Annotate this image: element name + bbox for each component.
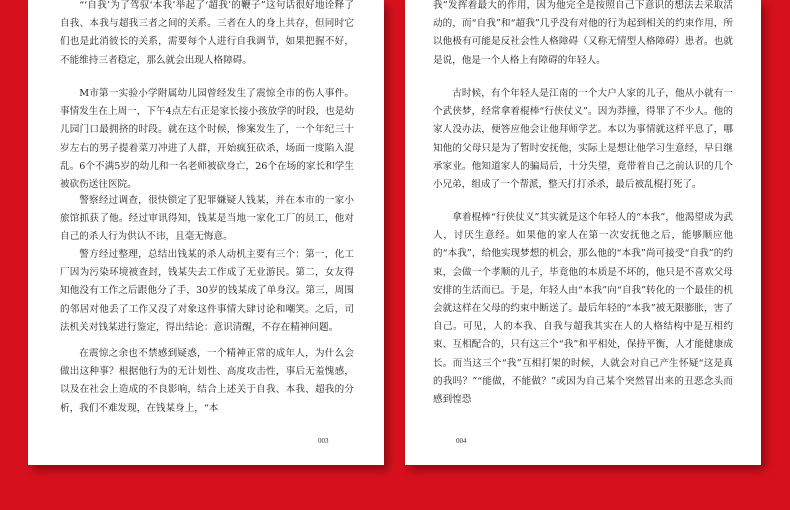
- right-book-page: [405, 0, 761, 465]
- left-paragraph-4: 警方经过整理，总结出钱某的杀人动机主要有三个：第一，化工厂因为污染环境被查封，钱某失去工作成了无业游民。第二，女友得知他没有工作之后跟他分了手，30岁的钱某成了单身汉。第三，周围的邻居对他丢了工作又没了对象这件事情大肆讨论和嘲笑。之后，司法机关对钱某进行鉴定，得出结论：意识清醒，不存在精神问题。: [60, 249, 354, 333]
- page-number: 004: [456, 437, 467, 445]
- left-paragraph-5: 在震惊之余也不禁感到疑惑，一个精神正常的成年人，为什么会做出这种事？根据他行为的无计划性、高度攻击性，事后无羞愧感，以及在社会上造成的不良影响，结合上述关于自我、本我、超我的分析，我们不难发现，在钱某身上，“本: [60, 348, 354, 414]
- left-paragraph-2: M市第一实验小学附属幼儿园曾经发生了震惊全市的伤人事件。事情发生在上周一，下午4点左右正是家长接小孩放学的时段，也是幼儿园门口最拥挤的时段。就在这个时候，惨案发生了，一个年纪三十岁左右的男子提着菜刀冲进了人群，开始疯狂砍杀，场面一度陷入混乱。6个不满5岁的幼儿和一名老师被砍身亡，26个在场的家长和学生被砍伤送往医院。: [60, 88, 354, 191]
- right-paragraph-2: 古时候，有个年轻人是江南的一个大户人家的儿子，他从小就有一个武侠梦，经常拿着棍棒“行侠仗义”。因为莽撞，得罪了不少人。他的家人没办法，便答应他会让他拜师学艺。本以为事情就这样平息了，哪知他的父母只是为了暂时安抚他，实际上是想让他学习生意经，早日继承家业。他知道家人的骗局后，十分失望，竟带着自己之前认识的几个小兄弟，组成了一个帮派，整天打打杀杀，最后被乱棍打死了。: [433, 88, 733, 191]
- page-number: 003: [318, 437, 329, 445]
- left-paragraph-3: 警察经过调查，很快锁定了犯罪嫌疑人钱某，并在本市的一家小旅馆抓获了他。经过审讯得知，钱某是当地一家化工厂的员工，他对自己的杀人行为供认不讳，且毫无悔意。: [60, 195, 354, 243]
- right-paragraph-3: 拿着棍棒“行侠仗义”其实就是这个年轻人的“本我”，他渴望成为武人，讨厌生意经。如果他的家人在第一次安抚他之后，能够顺应他的“本我”，给他实现梦想的机会，那么他的“本我”尚可接受“自我”的约束，会做一个孝顺的儿子，毕竟他的本质是不坏的，他只是不喜欢父母安排的生活而已。于是，年轻人由“本我”向“自我”转化的一个最佳的机会就这样在父母的约束中断送了。最后年轻的“本我”被无限膨胀，害了自己。可见，人的本我、自我与超我其实在人的人格结构中是互相约束、互相配合的，只有这三个“我”和平相处，保持平衡，人才能健康成长。而当这三个“我”互相打架的时候，人就会对自己产生怀疑“这是真的我吗？”“能做，不能做？”或因为自己某个突然冒出来的丑恶念头而感到惶恐: [433, 212, 733, 406]
- left-book-page: [28, 0, 384, 465]
- left-paragraph-1: “‘自我’为了驾驭‘本我’举起了‘超我’的鞭子”这句话很好地诠释了自我、本我与超我三者之间的关系。三者在人的身上共存，但同时它们也是此消彼长的关系，需要每个人进行自我调节，如果把握不好，不能维持三者稳定，那么就会出现人格障碍。: [60, 0, 354, 66]
- right-paragraph-1: 我”发挥着最大的作用，因为他完全是按照自己下意识的想法去采取活动的，而“自我”和“超我”几乎没有对他的行为起到相关的约束作用，所以他极有可能是反社会性人格障碍（又称无情型人格障碍）患者。也就是说，他是一个人格上有障碍的年轻人。: [433, 0, 733, 66]
